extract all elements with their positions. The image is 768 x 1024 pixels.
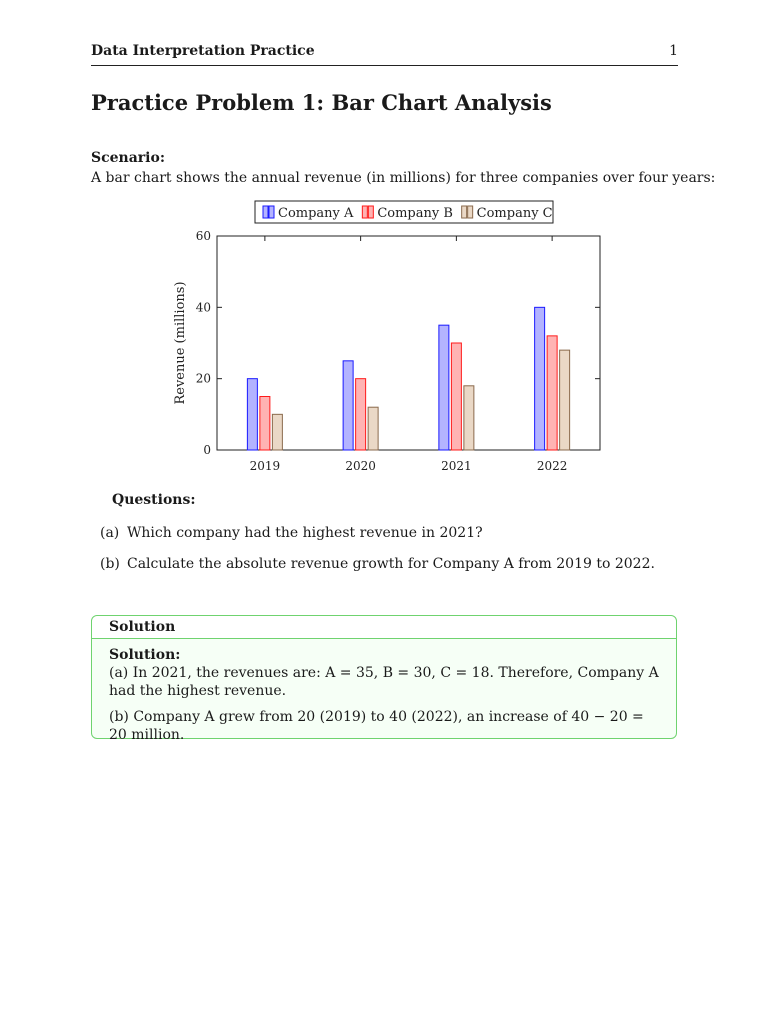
bar-company-a-2020	[343, 361, 353, 450]
bar-company-c-2019	[272, 414, 282, 450]
question-a-text: Which company had the highest revenue in 2021?	[127, 525, 483, 541]
question-a	[100, 525, 483, 541]
x-tick-label: 2021	[441, 459, 472, 473]
bar-company-a-2022	[535, 307, 545, 450]
bar-company-b-2022	[547, 336, 557, 450]
legend-entry: Company A	[278, 206, 354, 221]
scenario-label: Scenario:	[91, 150, 165, 166]
legend-swatch	[263, 206, 268, 218]
running-header	[91, 43, 678, 59]
bar-company-b-2021	[451, 343, 461, 450]
question-b-text: Calculate the absolute revenue growth for Company A from 2019 to 2022.	[127, 556, 655, 572]
problem-title: Practice Problem 1: Bar Chart Analysis	[91, 90, 552, 115]
page-number: 1	[669, 43, 678, 59]
question-a-label: (a)	[100, 525, 120, 541]
y-tick-label: 0	[203, 443, 211, 457]
revenue-bar-chart	[160, 195, 620, 480]
scenario-text: A bar chart shows the annual revenue (in millions) for three companies over four years:	[91, 170, 716, 186]
bar-company-c-2021	[464, 386, 474, 450]
bar-company-b-2019	[260, 397, 270, 451]
header-rule	[91, 65, 678, 66]
y-tick-label: 20	[195, 371, 211, 386]
y-tick-label: 60	[195, 229, 211, 243]
y-tick-label: 40	[195, 300, 211, 315]
question-b	[100, 556, 655, 572]
solution-box-title: Solution	[92, 616, 676, 639]
legend-swatch	[462, 206, 467, 218]
legend-swatch	[368, 206, 373, 218]
questions-label: Questions:	[112, 492, 196, 508]
question-b-label: (b)	[100, 556, 120, 572]
bar-company-c-2022	[560, 350, 570, 450]
legend-entry: Company B	[377, 206, 453, 221]
bar-company-c-2020	[368, 407, 378, 450]
legend-swatch	[468, 206, 473, 218]
solution-box	[91, 615, 677, 743]
x-tick-label: 2022	[536, 459, 568, 473]
x-tick-label: 2020	[345, 459, 376, 473]
running-title: Data Interpretation Practice	[91, 43, 315, 59]
bar-company-b-2020	[356, 379, 366, 450]
x-tick-label: 2019	[249, 459, 281, 473]
solution-part-b: (b) Company A grew from 20 (2019) to 40 (2022), an increase of 40 − 20 = 20 million.	[109, 709, 644, 743]
y-axis-label: Revenue (millions)	[173, 281, 188, 405]
solution-heading: Solution:	[109, 647, 181, 663]
legend-swatch	[269, 206, 274, 218]
solution-body	[92, 639, 676, 744]
legend-swatch	[362, 206, 367, 218]
legend-entry: Company C	[476, 206, 553, 221]
bar-company-a-2021	[439, 325, 449, 450]
solution-part-a: (a) In 2021, the revenues are: A = 35, B = 30, C = 18. Therefore, Company A had the highest revenue.	[109, 665, 659, 699]
bar-company-a-2019	[247, 379, 257, 450]
